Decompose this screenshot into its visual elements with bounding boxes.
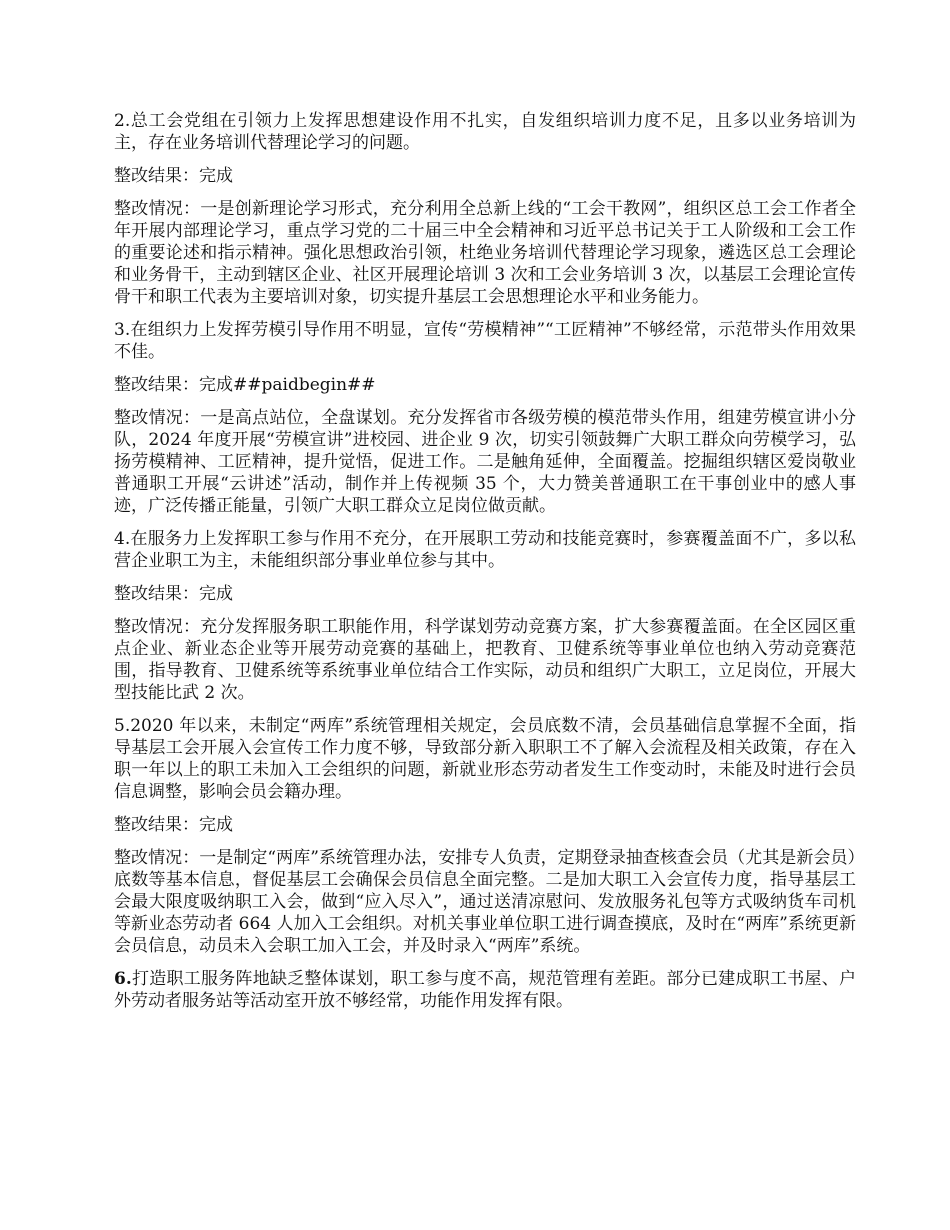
result-paragraph-4: 整改结果：完成 <box>114 584 233 604</box>
situation-paragraph-3: 整改情况：一是高点站位，全盘谋划。充分发挥省市各级劳模的模范带头作用，组建劳模宣讲小分队，2024 年度开展“劳模宣讲”进校园、进企业 9 次，切实引领鼓舞广大职工群众向劳模学习，弘扬劳模精神、工匠精神，提升觉悟，促进工作。二是触角延伸，全面覆盖。挖掘组织辖区爱岗敬业普通职工开展“云讲述”活动，制作并上传视频 35 个，大力赞美普通职工在干事创业中的感人事迹，广泛传播正能量，引领广大职工群众立足岗位做贡献。 <box>114 408 856 516</box>
issue-paragraph-6 <box>114 968 856 1012</box>
issue-paragraph-2: 2.总工会党组在引领力上发挥思想建设作用不扎实，自发组织培训力度不足，且多以业务培训为主，存在业务培训代替理论学习的问题。 <box>114 111 856 153</box>
issue-paragraph-5: 5.2020 年以来，未制定“两库”系统管理相关规定，会员底数不清，会员基础信息掌握不全面，指导基层工会开展入会宣传工作力度不够，导致部分新入职职工不了解入会流程及相关政策，存在入职一年以上的职工未加入工会组织的问题，新就业形态劳动者发生工作变动时，未能及时进行会员信息调整，影响会员会籍办理。 <box>114 716 856 802</box>
result-paragraph-2: 整改结果：完成 <box>114 166 233 186</box>
result-paragraph-3: 整改结果：完成##paidbegin## <box>114 375 376 395</box>
issue-paragraph-3: 3.在组织力上发挥劳模引导作用不明显，宣传“劳模精神”“工匠精神”不够经常，示范带头作用效果不佳。 <box>114 320 856 362</box>
document-page <box>114 110 856 1023</box>
result-paragraph-5: 整改结果：完成 <box>114 815 233 835</box>
issue-paragraph-4: 4.在服务力上发挥职工参与作用不充分，在开展职工劳动和技能竞赛时，参赛覆盖面不广，多以私营企业职工为主，未能组织部分事业单位参与其中。 <box>114 529 856 571</box>
situation-paragraph-5: 整改情况：一是制定“两库”系统管理办法，安排专人负责，定期登录抽查核查会员（尤其是新会员）底数等基本信息，督促基层工会确保会员信息全面完整。二是加大职工入会宣传力度，指导基层工会最大限度吸纳职工入会，做到“应入尽入”，通过送清凉慰问、发放服务礼包等方式吸纳货车司机等新业态劳动者 664 人加入工会组织。对机关事业单位职工进行调查摸底，及时在“两库”系统更新会员信息，动员未入会职工加入工会，并及时录入“两库”系统。 <box>114 848 856 956</box>
issue-text: 打造职工服务阵地缺乏整体谋划，职工参与度不高，规范管理有差距。部分已建成职工书屋、户外劳动者服务站等活动室开放不够经常，功能作用发挥有限。 <box>114 969 856 1011</box>
situation-paragraph-2: 整改情况：一是创新理论学习形式，充分利用全总新上线的“工会干教网”，组织区总工会工作者全年开展内部理论学习，重点学习党的二十届三中全会精神和习近平总书记关于工人阶级和工会工作的重要论述和指示精神。强化思想政治引领，杜绝业务培训代替理论学习现象，遴选区总工会理论和业务骨干，主动到辖区企业、社区开展理论培训 3 次和工会业务培训 3 次，以基层工会理论宣传骨干和职工代表为主要培训对象，切实提升基层工会思想理论水平和业务能力。 <box>114 199 856 307</box>
situation-paragraph-4: 整改情况：充分发挥服务职工职能作用，科学谋划劳动竞赛方案，扩大参赛覆盖面。在全区园区重点企业、新业态企业等开展劳动竞赛的基础上，把教育、卫健系统等事业单位也纳入劳动竞赛范围，指导教育、卫健系统等系统事业单位结合工作实际，动员和组织广大职工，立足岗位，开展大型技能比武 2 次。 <box>114 617 856 703</box>
issue-number: 6. <box>114 969 132 989</box>
